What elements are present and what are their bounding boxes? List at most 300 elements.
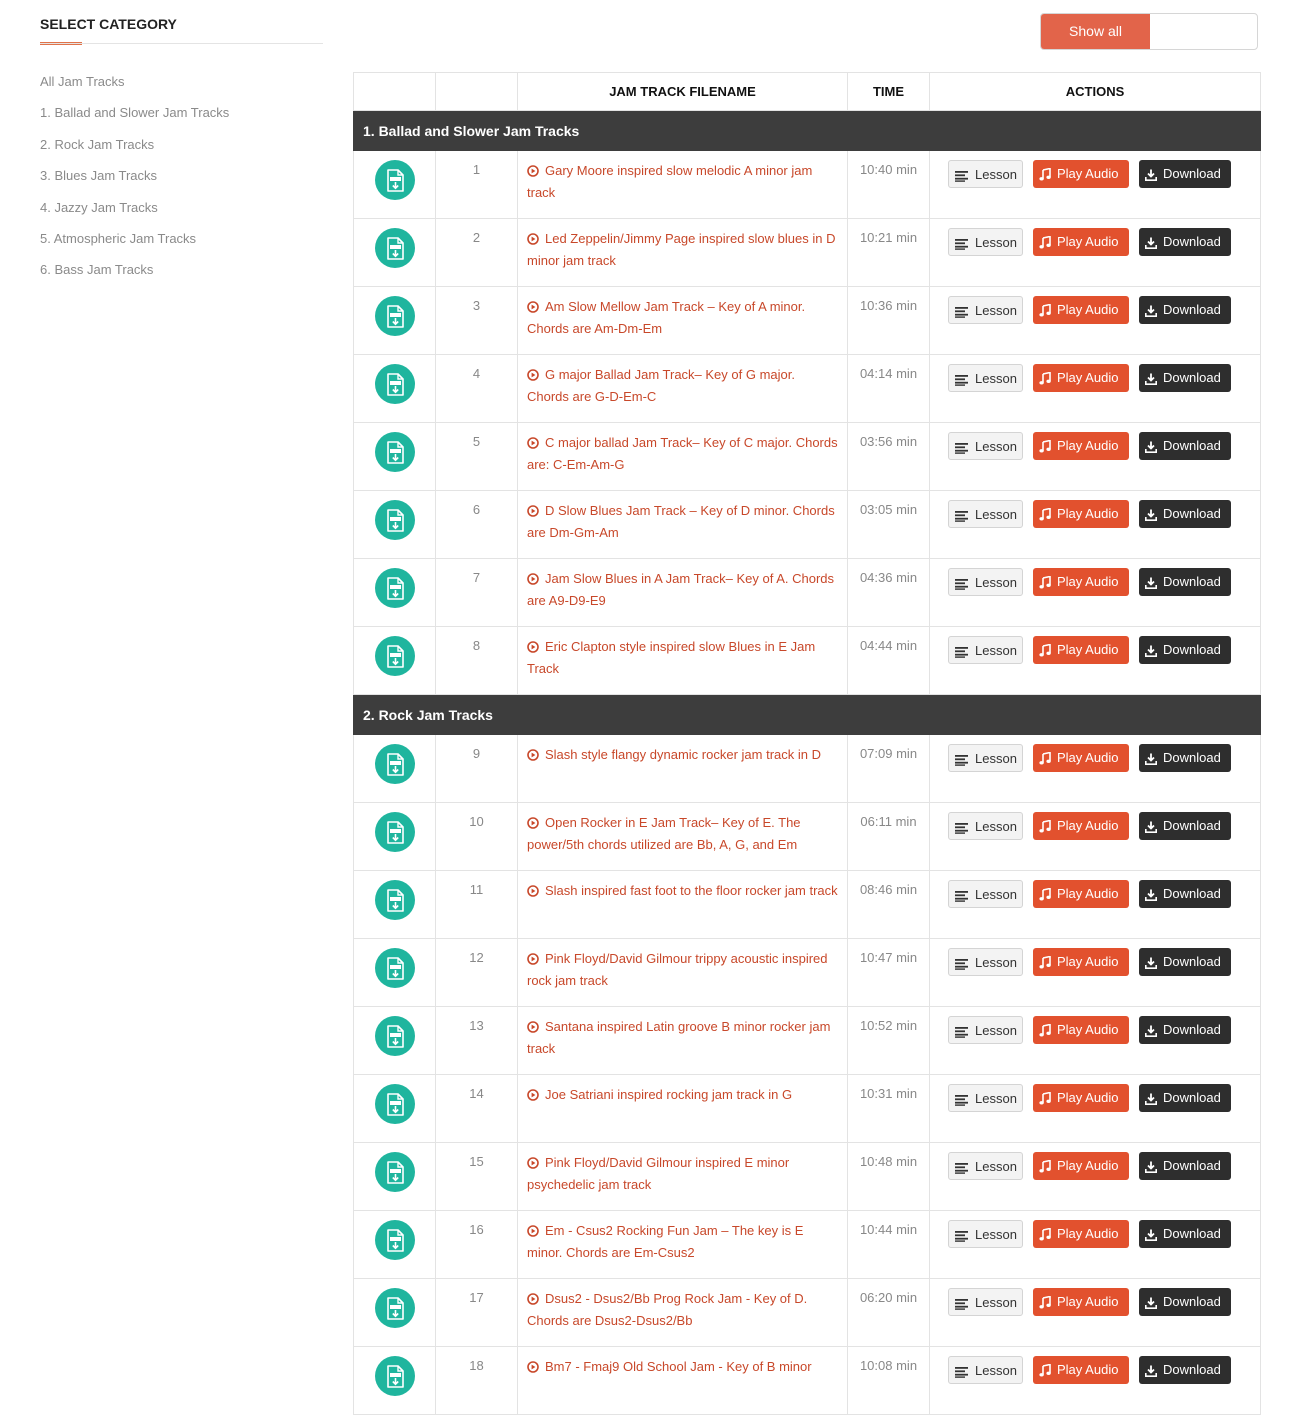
icon-cell (354, 1007, 436, 1075)
download-icon (1145, 954, 1163, 969)
track-link[interactable] (527, 435, 838, 472)
track-time: 04:36 min (848, 559, 930, 627)
actions-cell (930, 871, 1261, 939)
download-button[interactable] (1139, 1152, 1231, 1180)
download-button[interactable] (1139, 160, 1231, 188)
lesson-label: Lesson (975, 819, 1017, 834)
music-note-icon (1039, 166, 1057, 181)
actions-cell (930, 1279, 1261, 1347)
mp3-file-icon[interactable] (375, 1288, 415, 1328)
track-number: 17 (436, 1279, 518, 1347)
filename-cell (518, 423, 848, 491)
filename-cell (518, 735, 848, 803)
music-note-icon (1039, 1090, 1057, 1105)
table-row (354, 1075, 1261, 1143)
download-button[interactable] (1139, 948, 1231, 976)
play-audio-label: Play Audio (1057, 438, 1119, 453)
lesson-button[interactable] (948, 364, 1023, 392)
download-button[interactable] (1139, 1220, 1231, 1248)
mp3-file-icon[interactable] (375, 364, 415, 404)
music-note-icon (1039, 750, 1057, 765)
track-number: 4 (436, 355, 518, 423)
download-button[interactable] (1139, 364, 1231, 392)
play-circle-icon (527, 815, 539, 835)
play-audio-button[interactable] (1033, 432, 1129, 460)
table-row (354, 627, 1261, 695)
track-name: Gary Moore inspired slow melodic A minor jam track (527, 163, 813, 200)
track-name: D Slow Blues Jam Track – Key of D minor. Chords are Dm-Gm-Am (527, 503, 835, 540)
track-name: Led Zeppelin/Jimmy Page inspired slow blues in D minor jam track (527, 231, 836, 268)
play-audio-button[interactable] (1033, 228, 1129, 256)
play-audio-button[interactable] (1033, 1356, 1129, 1384)
lines-icon (955, 643, 975, 658)
track-number: 6 (436, 491, 518, 559)
lines-icon (955, 1363, 975, 1378)
track-link[interactable] (527, 299, 805, 336)
play-audio-button[interactable] (1033, 636, 1129, 664)
lines-icon (955, 1159, 975, 1174)
track-time: 10:44 min (848, 1211, 930, 1279)
icon-cell (354, 1279, 436, 1347)
track-number: 14 (436, 1075, 518, 1143)
play-circle-icon (527, 1019, 539, 1039)
mp3-file-icon[interactable] (375, 1356, 415, 1396)
lesson-label: Lesson (975, 235, 1017, 250)
sidebar-title-divider (40, 43, 323, 44)
filename-cell (518, 151, 848, 219)
table-row (354, 423, 1261, 491)
icon-cell (354, 939, 436, 1007)
music-note-icon (1039, 1226, 1057, 1241)
actions-cell (930, 491, 1261, 559)
track-number: 13 (436, 1007, 518, 1075)
mp3-file-icon[interactable] (375, 568, 415, 608)
show-all-button[interactable]: Show all (1041, 14, 1150, 49)
mp3-file-icon[interactable] (375, 1016, 415, 1056)
play-audio-button[interactable] (1033, 744, 1129, 772)
play-audio-label: Play Audio (1057, 750, 1119, 765)
table-row (354, 939, 1261, 1007)
download-label: Download (1163, 1022, 1221, 1037)
mp3-file-icon[interactable] (375, 1220, 415, 1260)
play-circle-icon (527, 1087, 539, 1107)
track-number: 15 (436, 1143, 518, 1211)
track-link[interactable] (527, 1223, 803, 1260)
lesson-label: Lesson (975, 507, 1017, 522)
mp3-file-icon[interactable] (375, 500, 415, 540)
download-label: Download (1163, 506, 1221, 521)
lesson-button[interactable] (948, 1356, 1023, 1384)
play-audio-button[interactable] (1033, 1016, 1129, 1044)
music-note-icon (1039, 954, 1057, 969)
track-number: 9 (436, 735, 518, 803)
table-row (354, 1279, 1261, 1347)
play-circle-icon (527, 1359, 539, 1379)
play-audio-button[interactable] (1033, 160, 1129, 188)
track-time: 06:20 min (848, 1279, 930, 1347)
table-row (354, 871, 1261, 939)
play-circle-icon (527, 231, 539, 251)
download-label: Download (1163, 1294, 1221, 1309)
category-sidebar (40, 14, 323, 294)
download-button[interactable] (1139, 1288, 1231, 1316)
play-audio-button[interactable] (1033, 812, 1129, 840)
track-time: 03:05 min (848, 491, 930, 559)
track-link[interactable] (527, 639, 815, 676)
lesson-label: Lesson (975, 1295, 1017, 1310)
category-list (40, 74, 323, 294)
icon-cell (354, 559, 436, 627)
track-time: 10:40 min (848, 151, 930, 219)
category-title: 2. Rock Jam Tracks (354, 695, 1261, 735)
download-icon (1145, 1226, 1163, 1241)
table-row (354, 735, 1261, 803)
track-number: 16 (436, 1211, 518, 1279)
track-link[interactable] (527, 1019, 830, 1056)
play-circle-icon (527, 747, 539, 767)
lesson-button[interactable] (948, 500, 1023, 528)
play-audio-button[interactable] (1033, 1220, 1129, 1248)
mp3-file-icon[interactable] (375, 1084, 415, 1124)
divider-accent (40, 42, 82, 45)
lesson-button[interactable] (948, 160, 1023, 188)
track-link[interactable] (527, 747, 821, 762)
download-icon (1145, 750, 1163, 765)
lesson-label: Lesson (975, 955, 1017, 970)
lesson-label: Lesson (975, 1091, 1017, 1106)
mp3-file-icon[interactable] (375, 636, 415, 676)
download-icon (1145, 642, 1163, 657)
track-name: Em - Csus2 Rocking Fun Jam – The key is E minor. Chords are Em-Csus2 (527, 1223, 804, 1260)
play-audio-label: Play Audio (1057, 818, 1119, 833)
music-note-icon (1039, 506, 1057, 521)
header-actions: ACTIONS (930, 73, 1261, 111)
track-link[interactable] (527, 163, 812, 200)
header-icon (354, 73, 436, 111)
download-icon (1145, 1158, 1163, 1173)
category-link-blues[interactable]: 3. Blues Jam Tracks (40, 168, 158, 184)
track-number: 8 (436, 627, 518, 695)
track-number: 18 (436, 1347, 518, 1415)
table-row (354, 803, 1261, 871)
track-time: 10:47 min (848, 939, 930, 1007)
play-audio-label: Play Audio (1057, 166, 1119, 181)
filename-cell (518, 491, 848, 559)
play-audio-button[interactable] (1033, 296, 1129, 324)
filename-cell (518, 1211, 848, 1279)
lesson-button[interactable] (948, 296, 1023, 324)
download-icon (1145, 506, 1163, 521)
category-link-atmospheric[interactable]: 5. Atmospheric Jam Tracks (40, 230, 197, 246)
lesson-button[interactable] (948, 228, 1023, 256)
track-name: Bm7 - Fmaj9 Old School Jam - Key of B minor (545, 1359, 812, 1374)
filename-cell (518, 1279, 848, 1347)
download-icon (1145, 234, 1163, 249)
track-time: 10:31 min (848, 1075, 930, 1143)
actions-cell (930, 735, 1261, 803)
lesson-label: Lesson (975, 1159, 1017, 1174)
filename-cell (518, 939, 848, 1007)
download-label: Download (1163, 818, 1221, 833)
lines-icon (955, 507, 975, 522)
track-link[interactable] (527, 883, 838, 898)
music-note-icon (1039, 886, 1057, 901)
play-circle-icon (527, 163, 539, 183)
track-name: Dsus2 - Dsus2/Bb Prog Rock Jam - Key of D. Chords are Dsus2-Dsus2/Bb (527, 1291, 808, 1328)
track-link[interactable] (527, 231, 835, 268)
track-time: 04:14 min (848, 355, 930, 423)
lines-icon (955, 955, 975, 970)
lesson-button[interactable] (948, 744, 1023, 772)
download-button[interactable] (1139, 880, 1231, 908)
track-time: 06:11 min (848, 803, 930, 871)
download-button[interactable] (1139, 296, 1231, 324)
category-row (354, 695, 1261, 735)
play-audio-button[interactable] (1033, 364, 1129, 392)
mp3-file-icon[interactable] (375, 296, 415, 336)
track-link[interactable] (527, 1291, 807, 1328)
actions-cell (930, 1075, 1261, 1143)
download-label: Download (1163, 1158, 1221, 1173)
mp3-file-icon[interactable] (375, 1152, 415, 1192)
download-label: Download (1163, 166, 1221, 181)
track-name: Eric Clapton style inspired slow Blues in E Jam Track (527, 639, 816, 676)
track-number: 7 (436, 559, 518, 627)
play-audio-button[interactable] (1033, 948, 1129, 976)
mp3-file-icon[interactable] (375, 812, 415, 852)
music-note-icon (1039, 818, 1057, 833)
actions-cell (930, 219, 1261, 287)
filename-cell (518, 871, 848, 939)
play-audio-button[interactable] (1033, 500, 1129, 528)
category-link-all[interactable]: All Jam Tracks (40, 74, 125, 89)
track-name: G major Ballad Jam Track– Key of G major. Chords are G-D-Em-C (527, 367, 795, 404)
header-time: TIME (848, 73, 930, 111)
download-button[interactable] (1139, 812, 1231, 840)
track-name: Open Rocker in E Jam Track– Key of E. The power/5th chords utilized are Bb, A, G, and Em (527, 815, 801, 852)
lesson-button[interactable] (948, 812, 1023, 840)
lesson-button[interactable] (948, 636, 1023, 664)
lesson-button[interactable] (948, 1220, 1023, 1248)
filename-cell (518, 803, 848, 871)
lesson-button[interactable] (948, 1016, 1023, 1044)
play-audio-label: Play Audio (1057, 302, 1119, 317)
table-header-row (354, 73, 1261, 111)
track-name: C major ballad Jam Track– Key of C major. Chords are: C-Em-Am-G (527, 435, 838, 472)
play-circle-icon (527, 367, 539, 387)
play-circle-icon (527, 1291, 539, 1311)
category-link-jazzy[interactable]: 4. Jazzy Jam Tracks (40, 199, 158, 215)
icon-cell (354, 151, 436, 219)
table-row (354, 1347, 1261, 1415)
icon-cell (354, 803, 436, 871)
filename-cell (518, 627, 848, 695)
icon-cell (354, 1143, 436, 1211)
category-link-ballad[interactable]: 1. Ballad and Slower Jam Tracks (40, 105, 230, 121)
actions-cell (930, 1007, 1261, 1075)
actions-cell (930, 803, 1261, 871)
music-note-icon (1039, 642, 1057, 657)
sidebar-title: SELECT CATEGORY (40, 16, 177, 32)
play-audio-label: Play Audio (1057, 1362, 1119, 1377)
download-label: Download (1163, 954, 1221, 969)
actions-cell (930, 1143, 1261, 1211)
music-note-icon (1039, 1158, 1057, 1173)
download-label: Download (1163, 750, 1221, 765)
music-note-icon (1039, 370, 1057, 385)
play-circle-icon (527, 883, 539, 903)
icon-cell (354, 871, 436, 939)
download-button[interactable] (1139, 1356, 1231, 1384)
track-link[interactable] (527, 571, 834, 608)
track-time: 07:09 min (848, 735, 930, 803)
table-row (354, 491, 1261, 559)
play-audio-button[interactable] (1033, 568, 1129, 596)
music-note-icon (1039, 302, 1057, 317)
track-time: 10:21 min (848, 219, 930, 287)
icon-cell (354, 355, 436, 423)
lesson-button[interactable] (948, 1288, 1023, 1316)
download-button[interactable] (1139, 1016, 1231, 1044)
actions-cell (930, 559, 1261, 627)
header-number (436, 73, 518, 111)
track-name: Santana inspired Latin groove B minor rocker jam track (527, 1019, 831, 1056)
download-label: Download (1163, 886, 1221, 901)
play-audio-button[interactable] (1033, 880, 1129, 908)
mp3-file-icon[interactable] (375, 228, 415, 268)
lesson-label: Lesson (975, 751, 1017, 766)
icon-cell (354, 491, 436, 559)
download-button[interactable] (1139, 1084, 1231, 1112)
download-label: Download (1163, 1226, 1221, 1241)
play-audio-label: Play Audio (1057, 886, 1119, 901)
header-filename: JAM TRACK FILENAME (518, 73, 848, 111)
actions-cell (930, 151, 1261, 219)
track-name: Jam Slow Blues in A Jam Track– Key of A. Chords are A9-D9-E9 (527, 571, 835, 608)
lines-icon (955, 371, 975, 386)
mp3-file-icon[interactable] (375, 880, 415, 920)
play-audio-button[interactable] (1033, 1084, 1129, 1112)
play-audio-label: Play Audio (1057, 574, 1119, 589)
actions-cell (930, 627, 1261, 695)
actions-cell (930, 287, 1261, 355)
play-audio-label: Play Audio (1057, 954, 1119, 969)
table-row (354, 355, 1261, 423)
download-button[interactable] (1139, 636, 1231, 664)
lines-icon (955, 303, 975, 318)
table-row (354, 559, 1261, 627)
lesson-button[interactable] (948, 948, 1023, 976)
play-audio-label: Play Audio (1057, 234, 1119, 249)
track-time: 08:46 min (848, 871, 930, 939)
download-icon (1145, 1294, 1163, 1309)
category-link-rock[interactable]: 2. Rock Jam Tracks (40, 136, 155, 152)
download-button[interactable] (1139, 500, 1231, 528)
mp3-file-icon[interactable] (375, 948, 415, 988)
download-button[interactable] (1139, 744, 1231, 772)
play-circle-icon (527, 639, 539, 659)
track-name: Pink Floyd/David Gilmour inspired E minor psychedelic jam track (527, 1155, 790, 1192)
lesson-label: Lesson (975, 371, 1017, 386)
music-note-icon (1039, 574, 1057, 589)
track-link[interactable] (527, 815, 801, 852)
filename-cell (518, 287, 848, 355)
filename-cell (518, 559, 848, 627)
lesson-button[interactable] (948, 568, 1023, 596)
play-audio-button[interactable] (1033, 1288, 1129, 1316)
track-link[interactable] (527, 503, 835, 540)
track-time: 04:44 min (848, 627, 930, 695)
track-time: 10:08 min (848, 1347, 930, 1415)
track-link[interactable] (527, 1155, 789, 1192)
icon-cell (354, 1347, 436, 1415)
mp3-file-icon[interactable] (375, 160, 415, 200)
download-icon (1145, 574, 1163, 589)
lesson-label: Lesson (975, 575, 1017, 590)
track-link[interactable] (527, 1087, 792, 1102)
icon-cell (354, 627, 436, 695)
category-link-bass[interactable]: 6. Bass Jam Tracks (40, 262, 154, 278)
track-name: Slash style flangy dynamic rocker jam track in D (545, 747, 821, 762)
play-audio-button[interactable] (1033, 1152, 1129, 1180)
lesson-button[interactable] (948, 880, 1023, 908)
mp3-file-icon[interactable] (375, 744, 415, 784)
download-button[interactable] (1139, 228, 1231, 256)
download-icon (1145, 370, 1163, 385)
download-label: Download (1163, 1090, 1221, 1105)
download-label: Download (1163, 1362, 1221, 1377)
lesson-label: Lesson (975, 1227, 1017, 1242)
play-audio-label: Play Audio (1057, 1294, 1119, 1309)
lines-icon (955, 751, 975, 766)
lesson-label: Lesson (975, 167, 1017, 182)
filename-cell (518, 355, 848, 423)
track-name: Slash inspired fast foot to the floor rocker jam track (545, 883, 838, 898)
lines-icon (955, 887, 975, 902)
actions-cell (930, 939, 1261, 1007)
download-icon (1145, 886, 1163, 901)
filename-cell (518, 1007, 848, 1075)
icon-cell (354, 1211, 436, 1279)
table-row (354, 1007, 1261, 1075)
download-button[interactable] (1139, 432, 1231, 460)
filename-cell (518, 1075, 848, 1143)
track-link[interactable] (527, 367, 795, 404)
lesson-button[interactable] (948, 432, 1023, 460)
show-all-toggle (1040, 13, 1258, 50)
lines-icon (955, 235, 975, 250)
lesson-button[interactable] (948, 1084, 1023, 1112)
lesson-label: Lesson (975, 439, 1017, 454)
music-note-icon (1039, 1362, 1057, 1377)
download-label: Download (1163, 302, 1221, 317)
track-number: 11 (436, 871, 518, 939)
lesson-button[interactable] (948, 1152, 1023, 1180)
actions-cell (930, 1211, 1261, 1279)
track-link[interactable] (527, 1359, 812, 1374)
download-button[interactable] (1139, 568, 1231, 596)
download-label: Download (1163, 574, 1221, 589)
mp3-file-icon[interactable] (375, 432, 415, 472)
lesson-label: Lesson (975, 643, 1017, 658)
play-circle-icon (527, 503, 539, 523)
music-note-icon (1039, 1022, 1057, 1037)
play-audio-label: Play Audio (1057, 1090, 1119, 1105)
lesson-label: Lesson (975, 303, 1017, 318)
track-link[interactable] (527, 951, 828, 988)
icon-cell (354, 423, 436, 491)
lesson-label: Lesson (975, 887, 1017, 902)
